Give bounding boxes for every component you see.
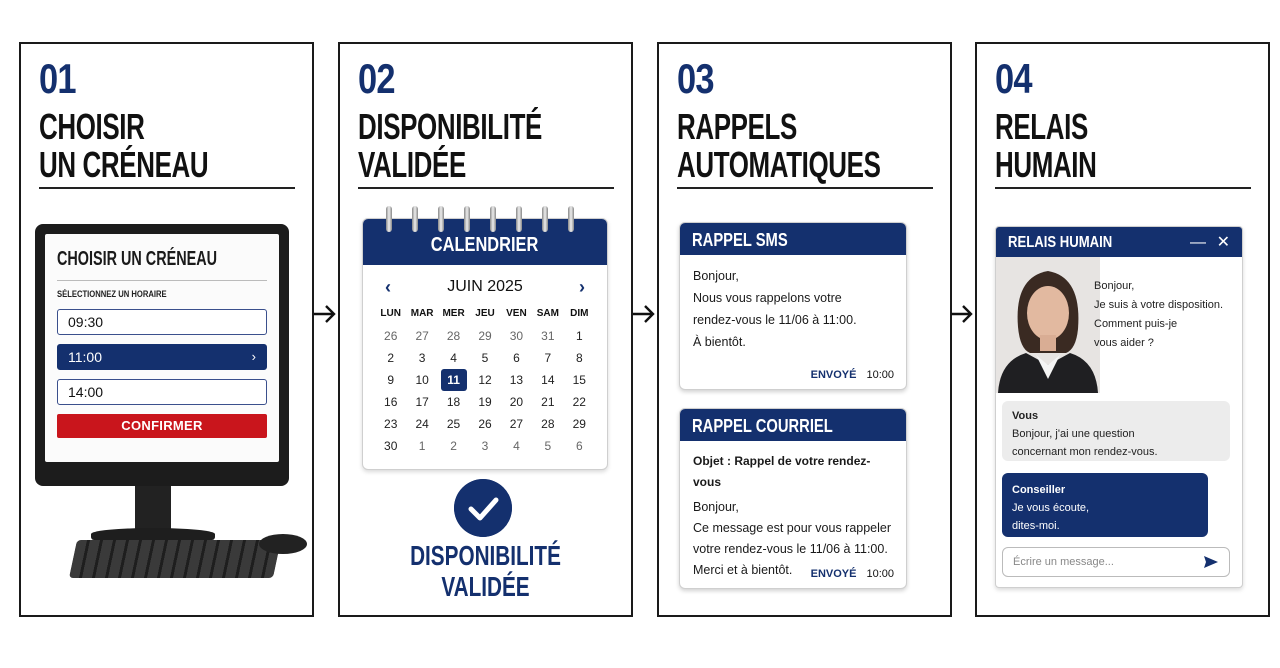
calendar-nav xyxy=(363,269,607,305)
sms-reminder-card xyxy=(679,222,907,390)
step-number: 01 xyxy=(39,55,76,102)
calendar-day[interactable]: 10 xyxy=(415,373,429,387)
calendar-day[interactable]: 17 xyxy=(415,395,429,409)
day-of-week-label: VEN xyxy=(506,308,527,319)
sms-card-header: RAPPEL SMS xyxy=(680,223,906,255)
email-card-header: RAPPEL COURRIEL xyxy=(680,409,906,441)
calendar-day[interactable]: 18 xyxy=(446,395,461,409)
email-status: ENVOYÉ 10:00 xyxy=(810,568,894,580)
calendar-day[interactable]: 12 xyxy=(478,373,492,387)
arrow-right-icon xyxy=(950,304,974,324)
calendar-day-outside-month[interactable]: 3 xyxy=(481,439,489,453)
calendar-day[interactable]: 26 xyxy=(478,417,492,431)
title-divider xyxy=(995,187,1251,189)
calendar-day-outside-month[interactable]: 26 xyxy=(384,329,398,343)
send-icon[interactable] xyxy=(1203,554,1219,570)
step-title: RELAIS HUMAIN xyxy=(995,106,1097,185)
chevron-left-icon[interactable]: ‹ xyxy=(385,277,391,297)
title-divider xyxy=(358,187,614,189)
calendar-day[interactable]: 14 xyxy=(541,373,555,387)
calendar-day[interactable]: 20 xyxy=(509,395,524,409)
step-panel-1 xyxy=(19,42,314,617)
chat-window xyxy=(995,226,1243,588)
arrow-right-icon xyxy=(313,304,337,324)
calendar-day[interactable]: 1 xyxy=(575,329,583,343)
calendar-day[interactable]: 28 xyxy=(541,417,555,431)
calendar-day-outside-month[interactable]: 2 xyxy=(450,439,457,453)
message-input[interactable]: Écrire un message... xyxy=(1002,547,1230,577)
chevron-right-icon: › xyxy=(251,349,256,364)
calendar-day[interactable]: 29 xyxy=(572,417,586,431)
calendar-day[interactable]: 9 xyxy=(387,373,395,387)
keyboard-icon xyxy=(69,540,281,578)
step-number: 03 xyxy=(677,55,714,102)
calendar-day[interactable]: 15 xyxy=(572,373,586,387)
calendar-day[interactable]: 8 xyxy=(575,351,583,365)
email-subject: Objet : Rappel de votre rendez-vous xyxy=(693,454,871,489)
calendar-widget xyxy=(362,218,608,470)
mouse-icon xyxy=(259,534,307,554)
chat-header: RELAIS HUMAIN — ✕ xyxy=(996,227,1242,257)
title-divider xyxy=(677,187,933,189)
availability-confirmed-label: DISPONIBILITÉ VALIDÉE xyxy=(410,540,561,602)
confirm-button[interactable]: CONFIRMER xyxy=(57,414,267,438)
day-of-week-label: MAR xyxy=(410,308,434,319)
calendar-day[interactable]: 27 xyxy=(509,417,524,431)
calendar-day-outside-month[interactable]: 27 xyxy=(415,329,429,343)
sms-card-body: Bonjour, Nous vous rappelons votre rendez-vous le 11/06 à 11:00. À bientôt. xyxy=(693,269,857,349)
calendar-rings xyxy=(386,206,586,232)
checkmark-icon xyxy=(454,479,512,537)
calendar-day[interactable]: 7 xyxy=(544,351,552,365)
minimize-icon[interactable]: — xyxy=(1190,234,1206,251)
calendar-day-outside-month[interactable]: 30 xyxy=(509,329,524,343)
calendar-day[interactable]: 16 xyxy=(384,395,398,409)
calendar-month: JUIN 2025 xyxy=(447,278,523,295)
agent-message: Bonjour, Je suis à votre disposition. Comment puis-je vous aider ? xyxy=(1094,280,1224,349)
step-title: DISPONIBILITÉ VALIDÉE xyxy=(358,106,542,185)
monitor-stand xyxy=(135,486,171,530)
title-divider xyxy=(39,187,295,189)
booking-screen xyxy=(45,234,279,462)
calendar-day[interactable]: 25 xyxy=(446,417,461,431)
calendar-day-outside-month[interactable]: 5 xyxy=(544,439,552,453)
screen-title: CHOISIR UN CRÉNEAU xyxy=(57,248,218,270)
time-slot-1400[interactable]: 14:00 xyxy=(57,379,267,405)
sms-status: ENVOYÉ 10:00 xyxy=(810,369,894,381)
calendar-day-outside-month[interactable]: 1 xyxy=(418,439,426,453)
calendar-day[interactable]: 21 xyxy=(541,395,555,409)
screen-subtitle: SÉLECTIONNEZ UN HORAIRE xyxy=(57,289,167,299)
agent-avatar xyxy=(996,257,1100,393)
calendar-day[interactable]: 2 xyxy=(387,351,395,365)
time-slot-0930[interactable]: 09:30 xyxy=(57,309,267,335)
calendar-day-selected[interactable]: 11 xyxy=(441,369,467,391)
calendar-day[interactable]: 24 xyxy=(415,417,429,431)
calendar-day[interactable]: 6 xyxy=(513,351,520,365)
step-title: CHOISIR UN CRÉNEAU xyxy=(39,106,209,185)
advisor-message-bubble: Conseiller Je vous écoute, dites-moi. xyxy=(1002,473,1208,537)
calendar-day[interactable]: 4 xyxy=(450,351,457,365)
close-icon[interactable]: ✕ xyxy=(1216,234,1230,251)
step-title: RAPPELS AUTOMATIQUES xyxy=(677,106,881,185)
day-of-week-label: JEU xyxy=(475,308,495,319)
calendar-day-outside-month[interactable]: 28 xyxy=(446,329,461,343)
calendar-day[interactable]: 5 xyxy=(481,351,489,365)
calendar-grid xyxy=(363,323,607,457)
screen-divider xyxy=(57,280,267,281)
day-of-week-label: LUN xyxy=(380,308,401,319)
calendar-day[interactable]: 19 xyxy=(478,395,492,409)
email-card-body: Objet : Rappel de votre rendez-vous Bonjour, Ce message est pour vous rappeler votre rendez-vous le 11/06 à 11:00. Merci et à bientôt. xyxy=(680,441,906,581)
step-number: 04 xyxy=(995,55,1032,102)
user-message-bubble: Vous Bonjour, j'ai une question concernant mon rendez-vous. xyxy=(1002,401,1230,461)
day-of-week-label: DIM xyxy=(570,308,589,319)
step-panel-3 xyxy=(657,42,952,617)
computer-monitor xyxy=(35,224,289,486)
step-panel-4 xyxy=(975,42,1270,617)
calendar-day-outside-month[interactable]: 6 xyxy=(575,439,583,453)
chevron-right-icon[interactable]: › xyxy=(579,277,585,297)
calendar-day-outside-month[interactable]: 29 xyxy=(478,329,492,343)
calendar-day[interactable]: 13 xyxy=(509,373,524,387)
calendar-day[interactable]: 3 xyxy=(418,351,426,365)
days-of-week xyxy=(363,305,607,323)
day-of-week-label: SAM xyxy=(536,308,559,319)
calendar-day[interactable]: 23 xyxy=(384,417,398,431)
calendar-day-outside-month[interactable]: 4 xyxy=(513,439,520,453)
calendar-header: CALENDRIER xyxy=(363,219,607,265)
calendar-day[interactable]: 30 xyxy=(384,439,398,453)
step-number: 02 xyxy=(358,55,395,102)
step-panel-2 xyxy=(338,42,633,617)
monitor-base xyxy=(91,528,215,540)
day-of-week-label: MER xyxy=(442,308,465,319)
arrow-right-icon xyxy=(632,304,656,324)
time-slot-1100-selected[interactable]: 11:00 › xyxy=(57,344,267,370)
calendar-day[interactable]: 22 xyxy=(572,395,586,409)
email-reminder-card xyxy=(679,408,907,589)
calendar-day-outside-month[interactable]: 31 xyxy=(541,329,555,343)
